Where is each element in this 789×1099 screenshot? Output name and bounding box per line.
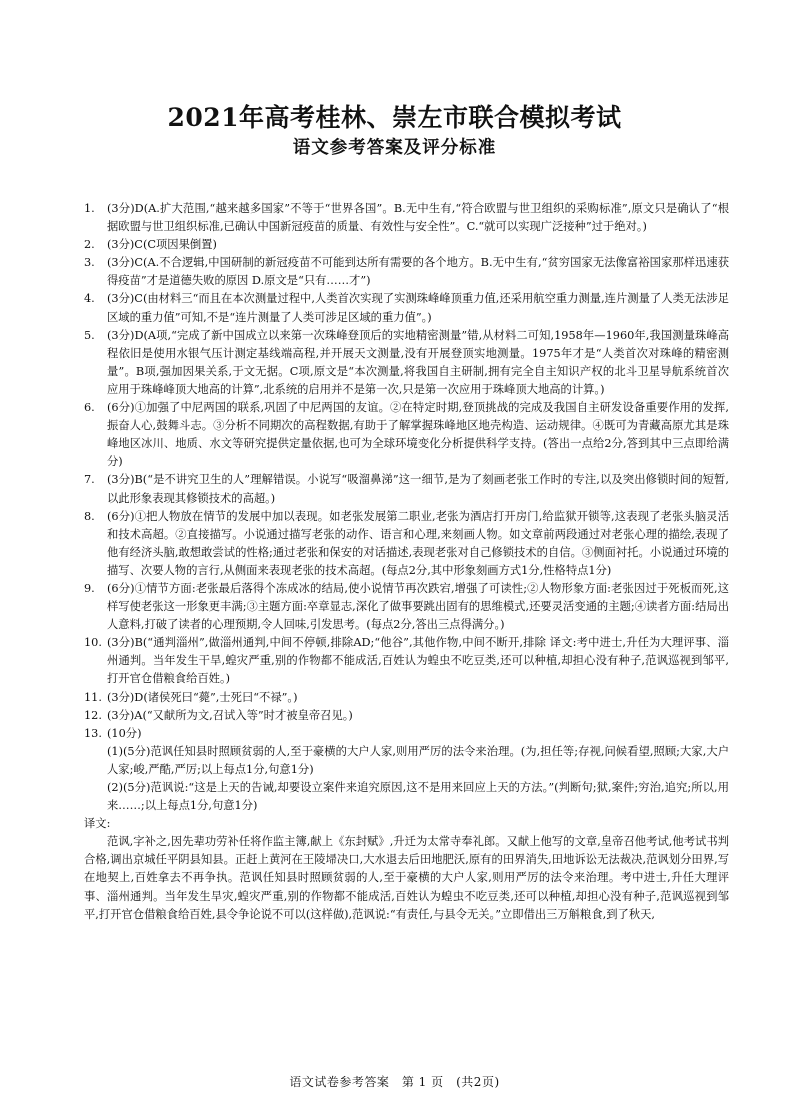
item-text: (6分)①把人物放在情节的发展中加以表现。如老张发展第二职业,老张为酒店打开房门,给监狱开锁等,这表现了老张头脑灵活和技术高超。②直接描写。小说通过描写老张的动作、语言和心理,来刻画人物。如文章前两段通过对老张心理的描绘,表现了他有经济头脑,敢想敢尝试的性格;通过老张和保安的对话描述,表现老张对自己修锁技术的自信。③侧面衬托。小说通过环境的描写、次要人物的言行,从侧面来表现老张的技术高超。(每点2分,其中形象刻画方式1分,性格特点1分) [107, 509, 729, 577]
translation-label: 译文: [84, 817, 111, 831]
answer-item-7 [84, 471, 729, 507]
answer-item-6 [84, 399, 729, 471]
page-footer: 语文试卷参考答案 第 1 页 (共2页) [289, 1075, 500, 1089]
item-number: 12. [84, 708, 102, 722]
item-number: 8. [84, 509, 95, 523]
item-text: (3分)A(“又献所为文,召试入等”时才被皇帝召见。) [107, 708, 353, 722]
item-text: (10分) [107, 726, 142, 740]
answer-content [84, 200, 729, 924]
answer-item-3 [84, 254, 729, 290]
item-text: (6分)①加强了中尼两国的联系,巩固了中尼两国的友谊。②在特定时期,登顶挑战的完成及我国自主研发设备重要作用的发挥,振奋人心,鼓舞斗志。③分析不同期次的高程数据,有助于了解掌握珠峰地区地壳构造、运动规律。④既可为青藏高原尤其是珠峰地区冰川、地质、水文等研究提供定量依据,也可为全球环境变化分析提供科学支持。(答出一点给2分,答到其中三点即给满分) [107, 401, 729, 469]
item-number: 2. [84, 238, 95, 252]
item-text: (3分)C(A.不合逻辑,中国研制的新冠疫苗不可能到达所有需要的各个地方。B.无中生有,“贫穷国家无法像富裕国家那样迅速获得疫苗”才是道德失败的原因 D.原文是“只有……才”) [107, 256, 729, 288]
item-number: 4. [84, 292, 95, 306]
item-number: 3. [84, 256, 95, 270]
answer-item-11 [84, 689, 729, 707]
answer-item-13-part-2: (2)(5分)范讽说:“这是上天的告诫,却要设立案件来追究原因,这不是用来回应上天的方法。”(判断句;狱,案件;穷治,追究;所以,用来……;以上每点1分,句意1分) [107, 781, 729, 813]
answer-item-5 [84, 327, 729, 399]
item-text: (3分)B(“通判淄州”,做淄州通判,中间不停顿,排除AD;“他谷”,其他作物,中间不断开,排除 译文:考中进士,升任为大理评事、淄州通判。当年发生干旱,蝗灾严重,别的作物都不能成活,百姓认为蝗虫不吃豆类,还可以种植,却担心没有种子,范讽巡视到邹平,打开官仓借粮食给百姓。) [107, 636, 729, 686]
item-number: 1. [84, 202, 95, 215]
item-text: (3分)B(“是不讲究卫生的人”理解错误。小说写“吸溜鼻涕”这一细节,是为了刻画老张工作时的专注,以及突出修锁时间的短暂,以此形象表现其修锁技术的高超。) [107, 473, 729, 505]
translation-paragraph: 范讽,字补之,因先辈功劳补任将作监主簿,献上《东封赋》,升迁为太常寺奉礼郎。又献上他写的文章,皇帝召他考试,他考试书判合格,调出京城任平阴县知县。正赶上黄河在王陵埽决口,大水退去后田地肥沃,原有的田界消失,田地诉讼无法裁决,范讽划分田界,写在地契上,百姓拿去不再争执。范讽任知县时照顾贫弱的人,至于豪横的大户人家,则用严厉的法令来治理。考中进士,升任大理评事、淄州通判。当年发生旱灾,蝗灾严重,别的作物都不能成活,百姓认为蝗虫不吃豆类,还可以种植,却担心没有种子,范讽巡视到邹平,打开官仓借粮食给百姓,县令争论说不可以(这样做),范讽说:“有责任,与县令无关。”立即借出三万斛粮食,到了秋天, [84, 835, 729, 921]
answer-item-4 [84, 290, 729, 326]
item-number: 13. [84, 726, 102, 740]
item-number: 6. [84, 401, 95, 415]
item-text: (3分)D(A项,“完成了新中国成立以来第一次珠峰登顶后的实地精密测量”错,从材料二可知,1958年—1960年,我国测量珠峰高程依旧是使用水银气压计测定基线端高程,并开展天文测量,没有开展登顶实地测量。1975年才是“人类首次对珠峰的精密测量”。B项,强加因果关系,于文无据。C项,原文是“本次测量,将我国自主研制,拥有完全自主知识产权的北斗卫星导航系统首次应用于珠峰峰顶大地高的计算”,北系统的启用并不是第一次,只是第一次应用于珠峰顶大地高的计算。) [107, 328, 729, 396]
answer-item-8 [84, 508, 729, 580]
item-number: 11. [84, 690, 102, 704]
answer-item-9 [84, 580, 729, 634]
item-text: (3分)C(由材料三“而且在本次测量过程中,人类首次实现了实测珠峰峰顶重力值,还采用航空重力测量,连片测量了人类无法涉足区域的重力值”可知,不是“连片测量了人类可涉足区域的重力值”。) [107, 292, 729, 324]
answer-item-2 [84, 236, 729, 254]
answer-item-13 [84, 725, 729, 743]
item-text: (3分)D(诸侯死曰“薨”,士死曰“不禄”。) [107, 690, 298, 704]
item-text: (3分)C(C项因果倒置) [107, 238, 217, 252]
answer-item-1 [84, 200, 729, 236]
page-subtitle: 语文参考答案及评分标准 [292, 138, 497, 158]
answer-item-12 [84, 707, 729, 725]
item-text: (6分)①情节方面:老张最后落得个冻成冰的结局,使小说情节再次跌宕,增强了可读性;②人物形象方面:老张因过于死板而死,这样写使老张这一形象更丰满;③主题方面:卒章显志,深化了做事要跳出固有的思维模式,还要灵活变通的主题;④读者方面:结局出人意料,打破了读者的心理预期,令人回味,引发思考。(每点2分,答出三点得满分。) [107, 581, 729, 632]
answer-item-10 [84, 634, 729, 688]
item-number: 9. [84, 581, 95, 595]
item-number: 5. [84, 328, 95, 342]
item-text: (3分)D(A.扩大范围,“越来越多国家”不等于“世界各国”。B.无中生有,“符合欧盟与世卫组织的采购标准”,原文只是确认了“根据欧盟与世卫组织标准,已确认中国新冠疫苗的质量、有效性与安全性”。C.“就可以实现广泛接种”过于绝对。) [107, 202, 729, 234]
page-title: 2021年高考桂林、崇左市联合模拟考试 [167, 103, 622, 132]
answer-item-13-part-1: (1)(5分)范讽任知县时照顾贫弱的人,至于豪横的大户人家,则用严厉的法令来治理。(为,担任等;存视,问候看望,照顾;大家,大户人家;峻,严酷,严厉;以上每点1分,句意1分) [107, 744, 729, 776]
item-number: 10. [84, 636, 102, 650]
item-number: 7. [84, 473, 95, 487]
